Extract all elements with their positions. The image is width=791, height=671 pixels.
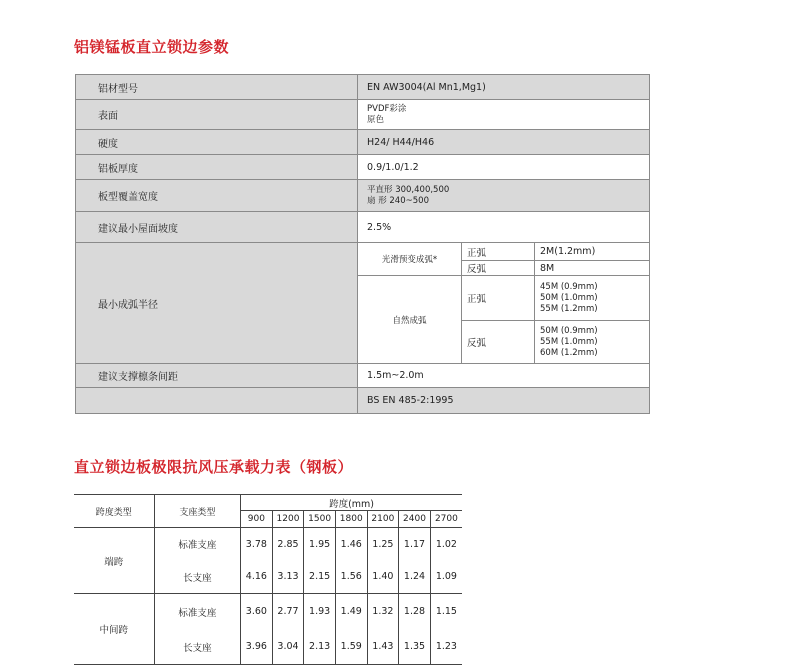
table-row xyxy=(76,364,650,388)
smooth-positive-label: 正弧 xyxy=(462,243,535,261)
section-title-aluminum-params: 铝镁锰板直立锁边参数 xyxy=(74,38,230,56)
table-row xyxy=(76,75,650,100)
material-value: EN AW3004(Al Mn1,Mg1) xyxy=(358,75,650,100)
section-title-wind-load: 直立锁边板极限抗风压承载力表（钢板） xyxy=(74,458,354,476)
natural-negative-value: 55M (1.0mm) xyxy=(540,336,598,347)
aluminum-params-table xyxy=(75,74,650,414)
natural-positive-values xyxy=(535,276,650,321)
value-cell: 4.16 xyxy=(241,561,273,594)
coverage-label: 板型覆盖宽度 xyxy=(76,180,358,212)
value-cell: 1.46 xyxy=(335,528,367,561)
table-row xyxy=(76,155,650,180)
value-cell: 3.04 xyxy=(272,630,304,665)
value-cell: 3.78 xyxy=(241,528,273,561)
standard-label xyxy=(76,388,358,414)
table-row xyxy=(76,243,650,261)
span-column-header: 1800 xyxy=(335,511,367,528)
coverage-value-line: 平直形 300,400,500 xyxy=(367,184,450,195)
material-label: 铝材型号 xyxy=(76,75,358,100)
support-type-cell: 长支座 xyxy=(154,561,240,594)
smooth-positive-value: 2M(1.2mm) xyxy=(535,243,650,261)
natural-negative-label: 反弧 xyxy=(462,321,535,364)
table-header-row xyxy=(74,495,462,511)
natural-positive-value: 55M (1.2mm) xyxy=(540,303,598,314)
value-cell: 2.13 xyxy=(304,630,336,665)
surface-label: 表面 xyxy=(76,100,358,130)
natural-positive-value: 45M (0.9mm) xyxy=(540,281,598,292)
natural-positive-label: 正弧 xyxy=(462,276,535,321)
wind-load-table xyxy=(74,494,462,665)
support-type-header: 支座类型 xyxy=(154,495,240,528)
span-header: 跨度(mm) xyxy=(241,495,462,511)
standard-value: BS EN 485-2:1995 xyxy=(358,388,650,414)
value-cell: 1.24 xyxy=(399,561,431,594)
value-cell: 1.02 xyxy=(430,528,462,561)
natural-negative-values xyxy=(535,321,650,364)
value-cell: 1.32 xyxy=(367,594,399,630)
table-row xyxy=(74,594,462,630)
span-column-header: 1200 xyxy=(272,511,304,528)
slope-label: 建议最小屋面坡度 xyxy=(76,212,358,243)
support-type-cell: 长支座 xyxy=(154,630,240,665)
smooth-negative-label: 反弧 xyxy=(462,261,535,276)
support-type-cell: 标准支座 xyxy=(154,594,240,630)
value-cell: 1.28 xyxy=(399,594,431,630)
value-cell: 2.15 xyxy=(304,561,336,594)
span-column-header: 900 xyxy=(241,511,273,528)
value-cell: 2.77 xyxy=(272,594,304,630)
value-cell: 1.40 xyxy=(367,561,399,594)
table-row xyxy=(76,130,650,155)
smooth-negative-value: 8M xyxy=(535,261,650,276)
value-cell: 1.23 xyxy=(430,630,462,665)
value-cell: 1.09 xyxy=(430,561,462,594)
natural-negative-value: 50M (0.9mm) xyxy=(540,325,598,336)
span-column-header: 2700 xyxy=(430,511,462,528)
natural-arc-label: 自然成弧 xyxy=(358,276,462,364)
surface-value-line: PVDF彩涂 xyxy=(367,103,407,114)
value-cell: 1.15 xyxy=(430,594,462,630)
table-row xyxy=(74,528,462,561)
value-cell: 1.43 xyxy=(367,630,399,665)
table-row xyxy=(76,388,650,414)
coverage-value xyxy=(358,180,650,212)
value-cell: 1.49 xyxy=(335,594,367,630)
value-cell: 2.85 xyxy=(272,528,304,561)
value-cell: 1.95 xyxy=(304,528,336,561)
coverage-value-line: 扇 形 240~500 xyxy=(367,195,429,206)
spacing-label: 建议支撑檩条间距 xyxy=(76,364,358,388)
value-cell: 1.56 xyxy=(335,561,367,594)
hardness-value: H24/ H44/H46 xyxy=(358,130,650,155)
smooth-arc-label: 光滑预变成弧* xyxy=(358,243,462,276)
spacing-value: 1.5m~2.0m xyxy=(358,364,650,388)
value-cell: 1.59 xyxy=(335,630,367,665)
value-cell: 3.13 xyxy=(272,561,304,594)
span-type-cell: 端跨 xyxy=(74,528,154,594)
value-cell: 1.17 xyxy=(399,528,431,561)
natural-negative-value: 60M (1.2mm) xyxy=(540,347,598,358)
thickness-label: 铝板厚度 xyxy=(76,155,358,180)
span-column-header: 1500 xyxy=(304,511,336,528)
span-type-cell: 中间跨 xyxy=(74,594,154,665)
span-type-header: 跨度类型 xyxy=(74,495,154,528)
value-cell: 3.96 xyxy=(241,630,273,665)
table-row xyxy=(76,100,650,130)
span-column-header: 2100 xyxy=(367,511,399,528)
value-cell: 1.35 xyxy=(399,630,431,665)
radius-label: 最小成弧半径 xyxy=(76,243,358,364)
thickness-value: 0.9/1.0/1.2 xyxy=(358,155,650,180)
table-row xyxy=(76,212,650,243)
support-type-cell: 标准支座 xyxy=(154,528,240,561)
value-cell: 1.93 xyxy=(304,594,336,630)
surface-value xyxy=(358,100,650,130)
slope-value: 2.5% xyxy=(358,212,650,243)
surface-value-line: 原色 xyxy=(367,114,385,125)
hardness-label: 硬度 xyxy=(76,130,358,155)
natural-positive-value: 50M (1.0mm) xyxy=(540,292,598,303)
span-column-header: 2400 xyxy=(399,511,431,528)
table-row xyxy=(76,180,650,212)
value-cell: 3.60 xyxy=(241,594,273,630)
value-cell: 1.25 xyxy=(367,528,399,561)
